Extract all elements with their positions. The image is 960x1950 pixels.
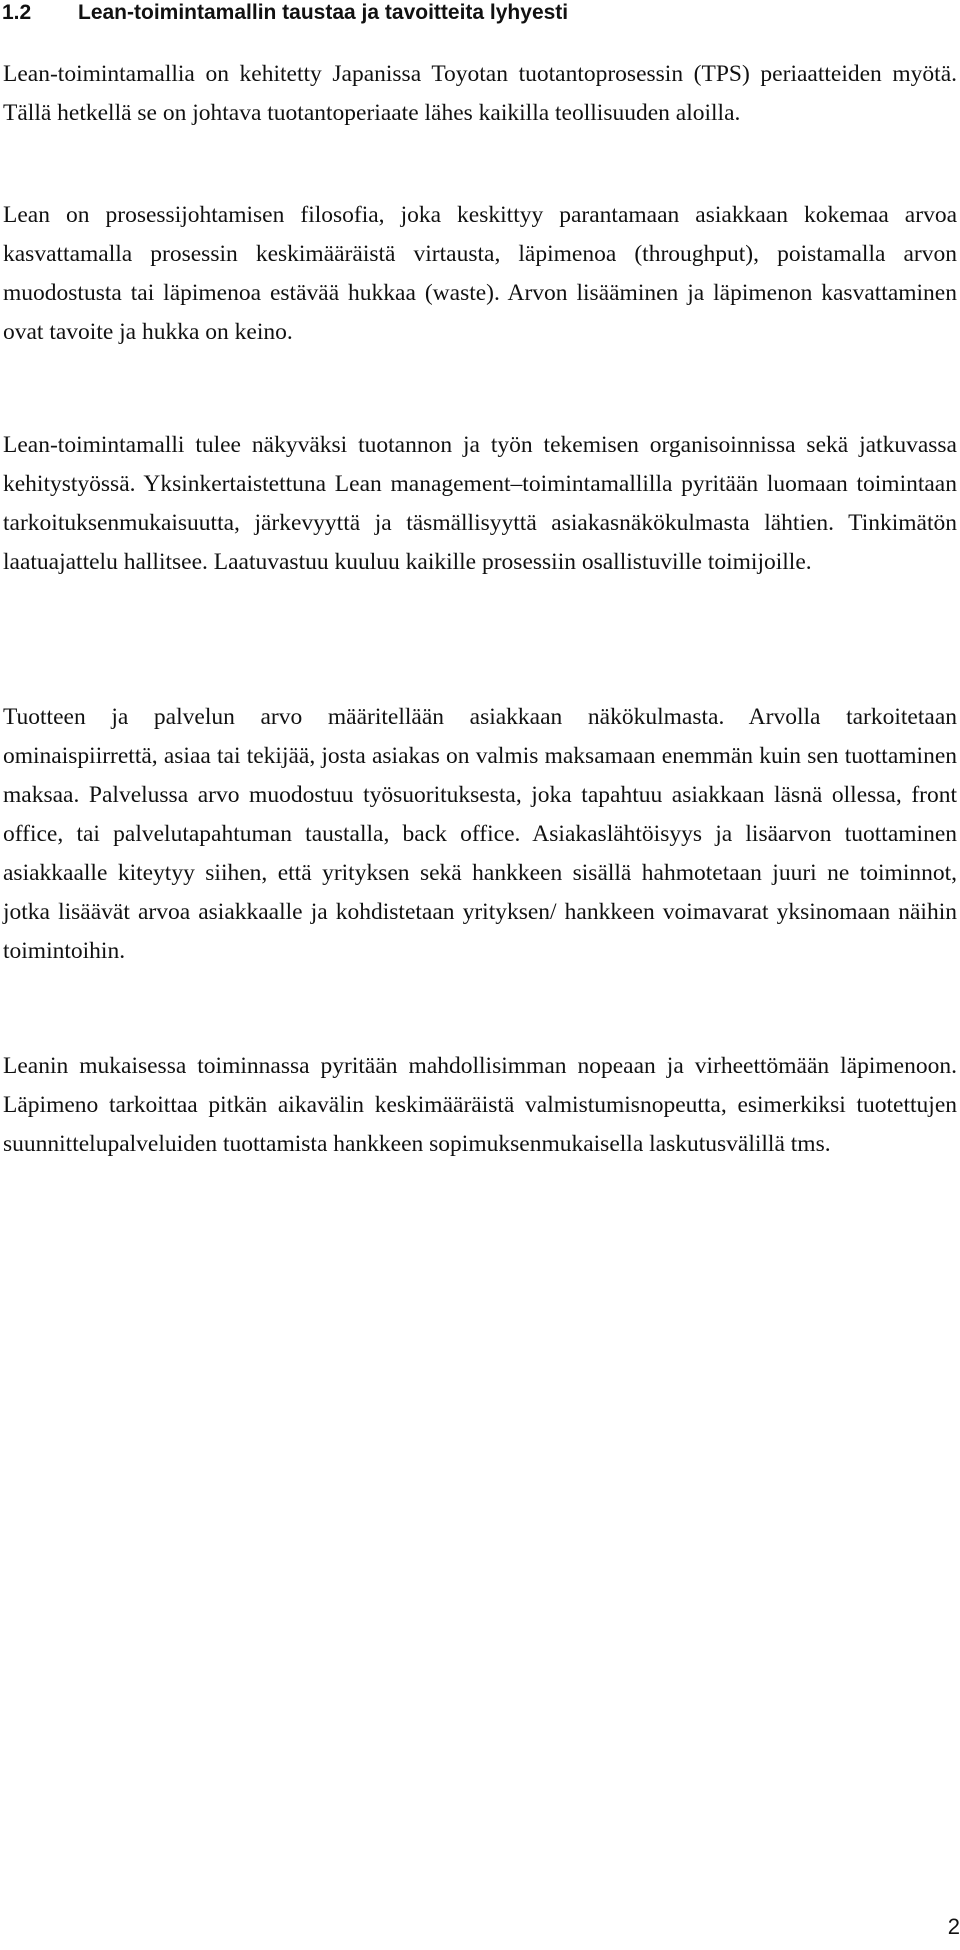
paragraph-3: Lean-toimintamalli tulee näkyväksi tuotannon ja työn tekemisen organisoinnissa sekä jatkuvassa kehitystyössä. Yksinkertaistettuna Lean management–toimintamallilla pyritään luomaan toimintaan tarkoituksenmukaisuutta, järkevyyttä ja täsmällisyyttä asiakasnäkökulmasta lähtien. Tinkimätön laatuajattelu hallitsee. Laatuvastuu kuuluu kaikille prosessiin osallistuville toimijoille.	[3, 432, 957, 575]
section-heading	[2, 0, 942, 26]
page-number: 2	[947, 1914, 960, 1939]
paragraph-2: Lean on prosessijohtamisen filosofia, joka keskittyy parantamaan asiakkaan kokemaa arvoa kasvattamalla prosessin keskimääräistä virtausta, läpimenoa (throughput), poistamalla arvon muodostusta tai läpimenoa estävää hukkaa (waste). Arvon lisääminen ja läpimenon kasvattaminen ovat tavoite ja hukka on keino.	[3, 202, 957, 345]
section-number: 1.2	[2, 1, 32, 24]
paragraph-4: Tuotteen ja palvelun arvo määritellään asiakkaan näkökulmasta. Arvolla tarkoitetaan ominaispiirrettä, asiaa tai tekijää, josta asiakas on valmis maksamaan enemmän kuin sen tuottaminen maksaa. Palvelussa arvo muodostuu työsuorituksesta, joka tapahtuu asiakkaan läsnä ollessa, front office, tai palvelutapahtuman taustalla, back office. Asiakaslähtöisyys ja lisäarvon tuottaminen asiakkaalle kiteytyy siihen, että yrityksen sekä hankkeen sisällä hahmotetaan juuri ne toiminnot, jotka lisäävät arvoa asiakkaalle ja kohdistetaan yrityksen/ hankkeen voimavarat yksinomaan näihin toimintoihin.	[3, 704, 957, 964]
section-title: Lean-toimintamallin taustaa ja tavoitteita lyhyesti	[78, 1, 569, 24]
paragraph-5: Leanin mukaisessa toiminnassa pyritään mahdollisimman nopeaan ja virheettömään läpimenoon. Läpimeno tarkoittaa pitkän aikavälin keskimääräistä valmistumisnopeutta, esimerkiksi tuotettujen suunnittelupalveluiden tuottamista hankkeen sopimuksenmukaisella laskutusvälillä tms.	[3, 1053, 957, 1157]
paragraph-1: Lean-toimintamallia on kehitetty Japanissa Toyotan tuotantoprosessin (TPS) periaatteiden myötä. Tällä hetkellä se on johtava tuotantoperiaate lähes kaikilla teollisuuden aloilla.	[3, 61, 957, 126]
